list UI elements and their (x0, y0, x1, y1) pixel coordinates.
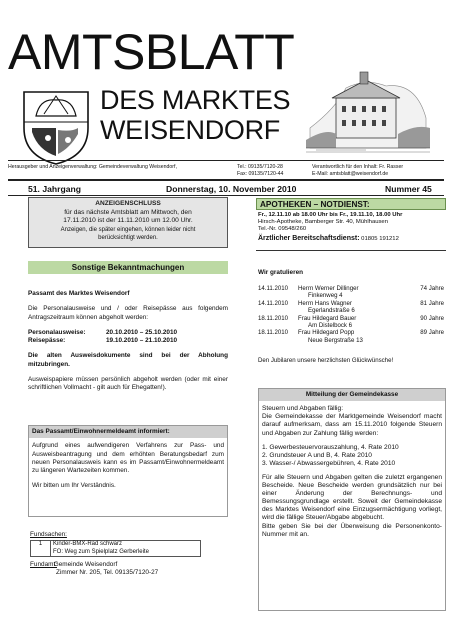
pharmacy-divider (256, 250, 446, 251)
congrats-address-row (258, 307, 444, 314)
lost-found-item: Kinder-BMX-Rad schwarz (53, 541, 123, 548)
publisher-text: Herausgeber und Anzeigenverwaltung: Gemeindeverwaltung Weisendorf, (8, 164, 177, 170)
congrats-row (258, 329, 444, 336)
congrats-name: Herrn Werner Dillinger (298, 285, 359, 292)
congrats-address-row (258, 322, 444, 329)
congrats-title: Wir gratulieren (258, 269, 304, 276)
doctor-phone: 01805 191212 (361, 235, 399, 242)
publisher-tel: Tel.: 09135/7120-28 (237, 164, 283, 170)
pass-label: Reisepässe: (28, 337, 66, 345)
congrats-address: Finkenweg 4 (308, 292, 343, 300)
masthead-subtitle-2: WEISENDORF (100, 115, 281, 145)
deadline-line-1: für das nächste Amtsblatt am Mittwoch, den (64, 208, 192, 216)
issue-date: Donnerstag, 10. November 2010 (166, 184, 297, 194)
masthead-title: AMTSBLATT (8, 24, 295, 80)
info-box (28, 425, 228, 517)
tax-list-item: 3. Wasser-/ Abwassergebühren, 4. Rate 2010 (262, 459, 396, 467)
lost-found (30, 531, 230, 578)
fundamt-label: Fundamt: (30, 561, 57, 569)
deadline-line-4: berücksichtigt werden. (98, 235, 158, 242)
congrats-address: Am Distelbock 6 (308, 322, 353, 330)
congrats-date: 14.11.2010 (258, 299, 289, 307)
info-box-p1: Aufgrund eines aufwendigeren Verfahrens zur Pass- und Ausweisbeantragung und dem erhöhten Beratungsbedarf zum neuen Personalausweis kann es im Passamt/Einwohnermeldeamt zu längeren Wartezeiten kommen. (32, 442, 224, 475)
info-box-body (29, 438, 227, 490)
pharmacy-title: APOTHEKEN – NOTDIENST: (256, 198, 446, 210)
tax-notice-box (258, 388, 446, 611)
pharmacy-name: Hirsch-Apotheke, Bamberger Str. 40, Mühlhausen (258, 219, 388, 226)
congrats-address-row (258, 337, 444, 344)
passamt-notice (28, 290, 228, 393)
coat-of-arms-icon (18, 88, 94, 166)
congrats-address-row (258, 292, 444, 299)
deadline-box (28, 197, 228, 248)
congrats-name: Frau Hildegard Popp (298, 329, 355, 337)
fundamt-address: Zimmer Nr. 205, Tel. 09135/7120-27 (56, 569, 159, 577)
congrats-date: 18.11.2010 (258, 329, 289, 337)
issue-year: 51. Jahrgang (28, 184, 82, 194)
tax-list-item: 1. Gewerbesteuervorauszahlung, 4. Rate 2010 (262, 443, 399, 451)
responsible-text: Verantwortlich für den Inhalt: Fr. Rasser (312, 164, 404, 170)
masthead-subtitle-1: DES MARKTES (100, 85, 291, 115)
lost-found-table (30, 540, 201, 557)
passamt-documents: Die alten Ausweisdokumente sind bei der Abholung mitzubringen. (28, 352, 228, 368)
pharmacy-phone: Tel.-Nr. 09548/260 (258, 226, 307, 233)
info-box-title: Das Passamt/Einwohnermeldeamt informiert: (29, 426, 227, 438)
congrats-row (258, 315, 444, 322)
ausweis-label: Personalausweise: (28, 328, 86, 336)
tax-notice-details: Für alle Steuern und Abgaben gelten die zuletzt ergangenen Bescheide. Neue Bescheide werden grundsätzlich nur bei einer Änderung der Berechnungs- und Bemessungsgrundlage erstellt. Soweit der Gemeindekasse des Marktes Weisendorf eine Einzugsermächtigung vorliegt, wird die fällige Steuer/Abgabe abgebucht. (262, 473, 442, 522)
congrats-age: 90 Jahre (420, 314, 444, 322)
passamt-personal: Ausweispapiere müssen persönlich abgeholt werden (oder mit einer schriftlichen Vollmacht - gilt auch für Ehegatten!). (28, 376, 228, 392)
passamt-heading: Passamt des Marktes Weisendorf (28, 290, 130, 297)
congrats-age: 89 Jahre (420, 329, 444, 337)
congrats-date: 14.11.2010 (258, 285, 289, 292)
tax-list-item: 2. Grundsteuer A und B, 4. Rate 2010 (262, 451, 372, 459)
passamt-intro: Die Personalausweise und / oder Reisepässe aus folgendem Antragszeitraum können abgeholt werden: (28, 305, 228, 321)
congrats-age: 81 Jahre (420, 299, 444, 307)
info-box-p2: Wir bitten um Ihr Verständnis. (32, 482, 116, 490)
congrats-age: 74 Jahre (420, 285, 444, 292)
issue-number: Nummer 45 (385, 184, 432, 194)
fundamt-name: Gemeinde Weisendorf (53, 561, 118, 569)
castle-illustration-icon (306, 68, 430, 156)
congrats-footer: Den Jubilaren unsere herzlichsten Glückwünsche! (258, 357, 394, 364)
lost-found-title: Fundsachen: (30, 531, 67, 538)
congrats-address: Egerlandstraße 6 (308, 307, 355, 315)
issue-divider-top (8, 179, 444, 181)
tax-notice-body (259, 401, 445, 538)
lost-found-number: 1 (31, 541, 51, 557)
deadline-line-3: Anzeigen, die später eingehen, können leider nicht (60, 226, 196, 233)
section-header-announcements: Sonstige Bekanntmachungen (28, 261, 228, 274)
pass-dates: 19.10.2010 – 21.10.2010 (106, 337, 178, 345)
tax-notice-transfer: Bitte geben Sie bei der Überweisung die Personenkonto-Nummer mit an. (262, 522, 442, 538)
deadline-title: ANZEIGENSCHLUSS (95, 200, 161, 207)
email-text: E-Mail: amtsblatt@weisendorf.de (312, 170, 389, 177)
congrats-address: Neue Bergstraße 13 (308, 336, 363, 344)
doctor-label: Ärztlicher Bereitschaftsdienst: (258, 234, 360, 242)
masthead-divider (8, 160, 444, 161)
publisher-fax: Fax: 09135/7120-44 (237, 170, 284, 177)
congrats-name: Herrn Hans Wagner (298, 299, 352, 307)
deadline-line-2: 17.11.2010 ist der 11.11.2010 um 12.00 Uhr. (63, 217, 193, 225)
tax-notice-due: Steuern und Abgaben fällig: (262, 405, 344, 413)
pharmacy-dates: Fr., 12.11.10 ab 18.00 Uhr bis Fr., 19.11.10, 18.00 Uhr (258, 212, 403, 218)
congrats-row (258, 300, 444, 307)
congrats-table (258, 285, 444, 344)
congrats-date: 18.11.2010 (258, 314, 289, 322)
congrats-name: Frau Hildegard Bauer (298, 314, 357, 322)
tax-notice-title: Mitteilung der Gemeindekasse (259, 389, 445, 401)
ausweis-dates: 20.10.2010 – 25.10.2010 (106, 328, 178, 336)
tax-notice-intro: Die Gemeindekasse der Marktgemeinde Weisendorf macht darauf aufmerksam, dass am 15.11.2010 folgende Steuern und Abgaben zur Zahlung fällig werden: (262, 413, 442, 437)
lost-found-place: FO: Weg zum Spielplatz Gerberleite (53, 548, 149, 555)
tax-list (262, 444, 442, 468)
pharmacy-info (258, 212, 448, 243)
issue-divider-bottom (8, 195, 444, 196)
congrats-row (258, 285, 444, 292)
